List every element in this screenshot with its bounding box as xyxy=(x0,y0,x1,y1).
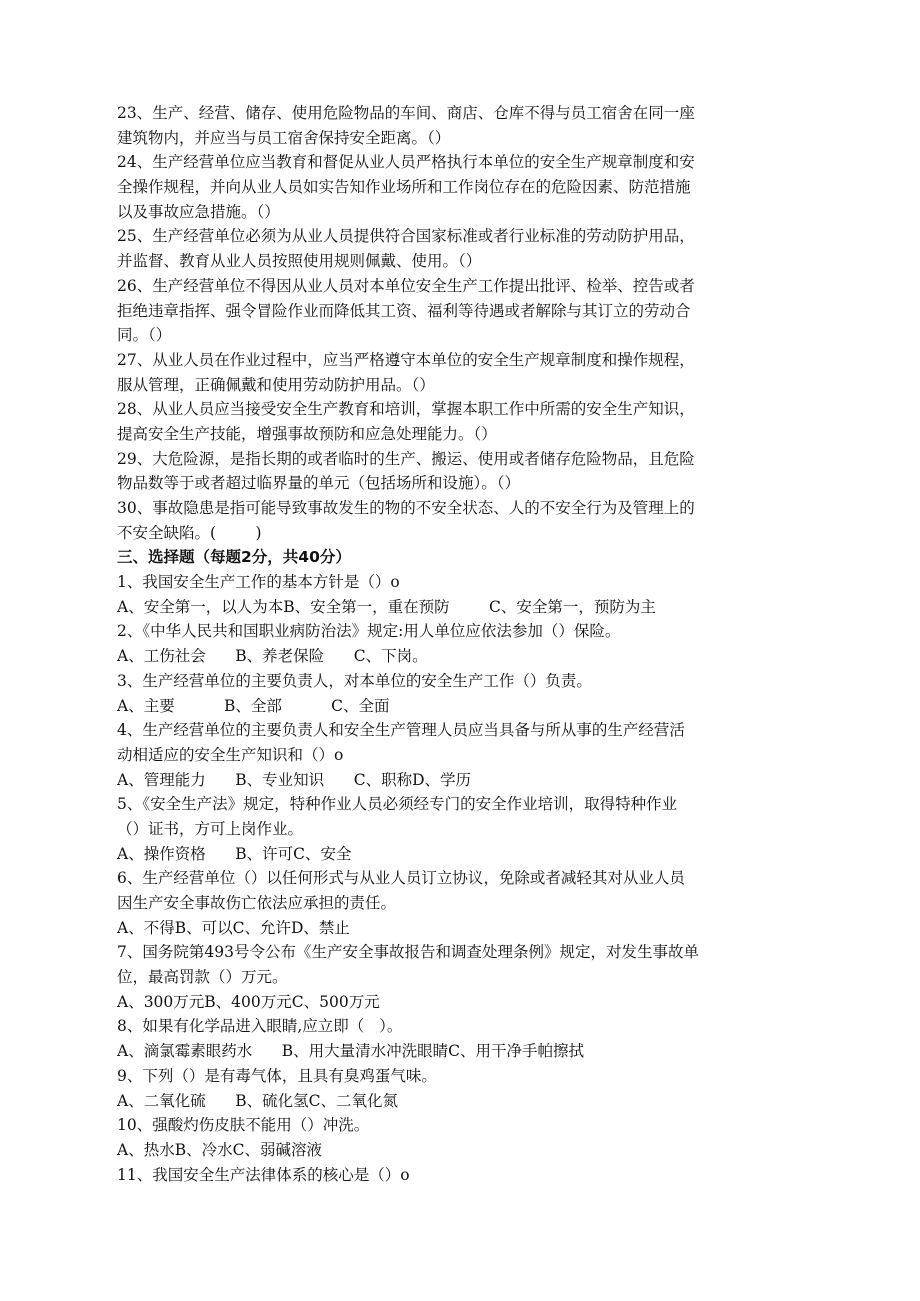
question-line: 服从管理，正确佩戴和使用劳动防护用品。（） xyxy=(117,375,435,394)
question-line: 拒绝违章指挥、强令冒险作业而降低其工资、福利等待遇或者解除与其订立的劳动合 xyxy=(117,301,691,320)
question-line: 并监督、教育从业人员按照使用规则佩戴、使用。（） xyxy=(117,252,482,271)
question-line: 27、从业人员在作业过程中，应当严格遵守本单位的安全生产规章制度和操作规程， xyxy=(117,350,695,369)
choice-question xyxy=(117,792,810,866)
question-line: 7、国务院第493号令公布《生产安全事故报告和调查处理条例》规定，对发生事故单 xyxy=(117,943,699,962)
question-line: 30、事故隐患是指可能导致事故发生的物的不安全状态、人的不安全行为及管理上的 xyxy=(117,499,695,517)
choice-question xyxy=(117,669,810,718)
question-line: 11、我国安全生产法律体系的核心是（）o xyxy=(117,1165,410,1184)
section-heading: 三、选择题（每题2分，共40分） xyxy=(117,548,351,567)
question-line: 同。（） xyxy=(117,326,172,345)
judgement-question-list xyxy=(117,101,810,545)
choice-question-list xyxy=(117,570,810,1187)
question-line: （）证书，方可上岗作业。 xyxy=(117,819,304,838)
question-line: 25、生产经营单位必须为从业人员提供符合国家标准或者行业标准的劳动防护用品， xyxy=(117,227,695,246)
question-line: A、不得B、可以C、允许D、禁止 xyxy=(117,918,350,937)
question-line: 9、下列（）是有毒气体，且具有臭鸡蛋气味。 xyxy=(117,1066,437,1085)
question-line: 因生产安全事故伤亡依法应承担的责任。 xyxy=(117,894,397,912)
choice-question xyxy=(117,570,810,619)
question-line: 位，最高罚款（）万元。 xyxy=(117,968,288,987)
question-line: 动相适应的安全生产知识和（）o xyxy=(117,745,344,764)
question-line: 28、从业人员应当接受安全生产教育和培训，掌握本职工作中所需的安全生产知识， xyxy=(117,400,695,419)
choice-question xyxy=(117,1113,810,1162)
judgement-question xyxy=(117,274,810,348)
judgement-question xyxy=(117,496,810,545)
question-line: 6、生产经营单位（）以任何形式与从业人员订立协议，免除或者减轻其对从业人员 xyxy=(117,869,685,888)
question-line: 不安全缺陷。( ) xyxy=(117,523,262,542)
question-line: A、工伤社会 B、养老保险 C、下岗。 xyxy=(117,647,428,666)
judgement-question xyxy=(117,447,810,496)
question-line: A、主要 B、全部 C、全面 xyxy=(117,696,390,715)
choice-question xyxy=(117,718,810,792)
choice-question xyxy=(117,1014,810,1063)
question-line: 8、如果有化学品进入眼睛,应立即（ ）。 xyxy=(117,1017,403,1036)
choice-question xyxy=(117,619,810,668)
judgement-question xyxy=(117,101,810,150)
question-line: 24、生产经营单位应当教育和督促从业人员严格执行本单位的安全生产规章制度和安 xyxy=(117,153,695,172)
question-line: 26、生产经营单位不得因从业人员对本单位安全生产工作提出批评、检举、控告或者 xyxy=(117,276,695,295)
question-line: 全操作规程，并向从业人员如实告知作业场所和工作岗位存在的危险因素、防范措施 xyxy=(117,178,691,197)
question-line: A、二氧化硫 B、硫化氢C、二氧化氮 xyxy=(117,1091,399,1110)
question-line: 建筑物内，并应当与员工宿舍保持安全距离。（） xyxy=(117,128,451,147)
question-line: 10、强酸灼伤皮肤不能用（）冲洗。 xyxy=(117,1116,370,1135)
judgement-question xyxy=(117,397,810,446)
judgement-question xyxy=(117,150,810,224)
question-line: 3、生产经营单位的主要负责人，对本单位的安全生产工作（）负责。 xyxy=(117,671,592,690)
question-line: 1、我国安全生产工作的基本方针是（）o xyxy=(117,573,400,592)
judgement-question xyxy=(117,348,810,397)
choice-question xyxy=(117,1064,810,1113)
choice-question xyxy=(117,866,810,940)
judgement-question xyxy=(117,224,810,273)
question-line: 提高安全生产技能，增强事故预防和应急处理能力。（） xyxy=(117,424,497,443)
question-line: 4、生产经营单位的主要负责人和安全生产管理人员应当具备与所从事的生产经营活 xyxy=(117,721,685,740)
question-line: 2、《中华人民共和国职业病防治法》规定:用人单位应依法参加（）保险。 xyxy=(117,622,621,641)
choice-question xyxy=(117,940,810,1014)
question-line: A、滴氯霉素眼药水 B、用大量清水冲洗眼睛C、用干净手帕擦拭 xyxy=(117,1042,585,1061)
question-line: 29、大危险源，是指长期的或者临时的生产、搬运、使用或者储存危险物品，且危险 xyxy=(117,449,695,468)
question-line: A、300万元B、400万元C、500万元 xyxy=(117,992,380,1011)
question-line: 23、生产、经营、储存、使用危险物品的车间、商店、仓库不得与员工宿舍在同一座 xyxy=(117,104,695,122)
question-line: A、安全第一，以人为本B、安全第一，重在预防 C、安全第一，预防为主 xyxy=(117,597,656,616)
question-line: 物品数等于或者超过临界量的单元（包括场所和设施）。（） xyxy=(117,474,521,493)
question-line: 5、《安全生产法》规定，特种作业人员必须经专门的安全作业培训，取得特种作业 xyxy=(117,795,678,814)
choice-question xyxy=(117,1163,810,1188)
question-line: A、管理能力 B、专业知识 C、职称D、学历 xyxy=(117,770,471,789)
question-line: A、热水B、冷水C、弱碱溶液 xyxy=(117,1140,322,1159)
question-line: A、操作资格 B、许可C、安全 xyxy=(117,844,352,863)
question-line: 以及事故应急措施。（） xyxy=(117,202,280,221)
